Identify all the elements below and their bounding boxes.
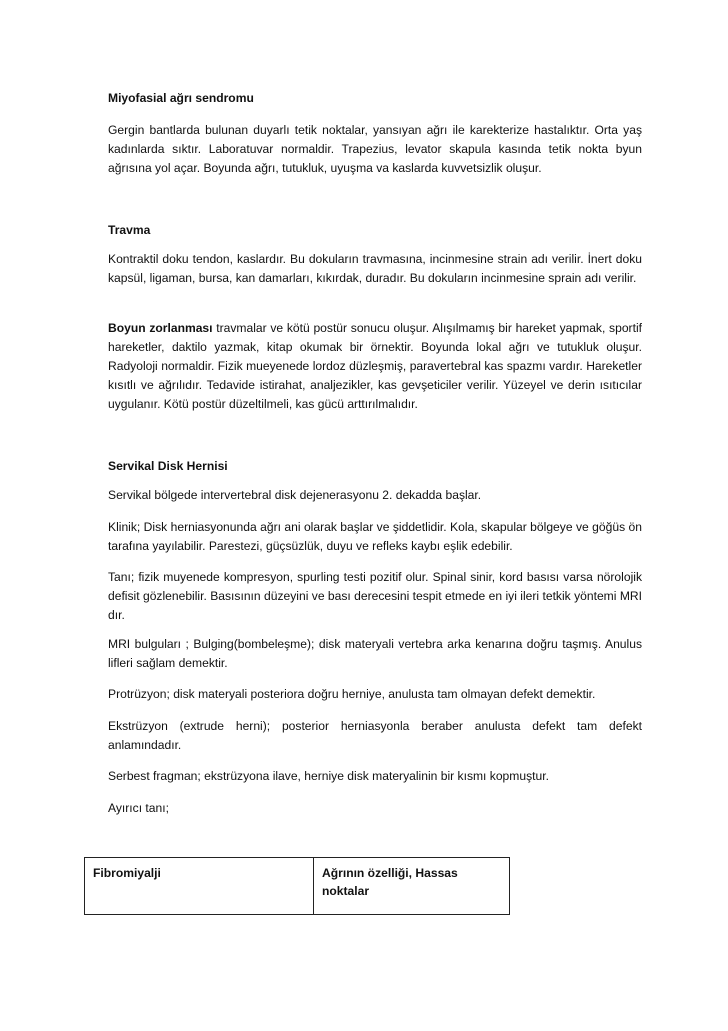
heading-servikal-disk: Servikal Disk Hernisi (108, 459, 228, 473)
table-cell: Fibromiyalji (85, 858, 314, 915)
heading-miyofasial: Miyofasial ağrı sendromu (108, 91, 254, 105)
differential-table (84, 857, 510, 915)
table-cell: Ağrının özelliği, Hassas noktalar (314, 858, 510, 915)
paragraph-disk-mri: MRI bulguları ; Bulging(bombeleşme); disk materyali vertebra arka kenarına doğru taşmış. Anulus lifleri sağlam demektir. (108, 637, 642, 670)
paragraph-travma-1: Kontraktil doku tendon, kaslardır. Bu dokuların travmasına, incinmesine strain adı verilir. İnert doku kapsül, ligaman, bursa, kan damarları, kıkırdak, duradır. Bu dokuların incinmesine sprain adı verilir. (108, 252, 642, 285)
paragraph-disk-serbest-fragman: Serbest fragman; ekstrüzyona ilave, herniye disk materyalinin bir kısmı kopmuştur. (108, 769, 549, 783)
paragraph-disk-1: Servikal bölgede intervertebral disk dejenerasyonu 2. dekadda başlar. (108, 488, 482, 502)
paragraph-boyun-zorlanmasi (108, 319, 642, 414)
term-boyun-zorlanmasi: Boyun zorlanması (108, 321, 213, 335)
paragraph-disk-ekstruzyon: Ekstrüzyon (extrude herni); posterior herniasyonla beraber anulusta defekt tam defekt anlamındadır. (108, 719, 642, 752)
paragraph-boyun-zorlanmasi-text: travmalar ve kötü postür sonucu oluşur. Alışılmamış bir hareket yapmak, sportif hareketler, daktilo yazmak, kitap okumak bir örnektir. Boyunda lokal ağrı ve tutukluk oluşur. Radyoloji normaldir. Fizik mueyenede lordoz düzleşmiş, paravertebral kas spazmı vardır. Hareketler kısıtlı ve ağrılıdır. Tedavide istirahat, analjezikler, kas gevşeticiler verilir. Yüzeyel ve derin ısıtıcılar uygulanır. Kötü postür düzeltilmeli, kas gücü arttırılmalıdır. (108, 321, 642, 411)
table-row (85, 858, 510, 915)
paragraph-ayirici-tani: Ayırıcı tanı; (108, 801, 169, 815)
paragraph-miyofasial: Gergin bantlarda bulunan duyarlı tetik noktalar, yansıyan ağrı ile karekterize hastalıktır. Orta yaş kadınlarda sıktır. Laboratuvar normaldir. Trapezius, levator skapula kasında tetik nokta byun ağrısına yol açar. Boyunda ağrı, tutukluk, uyuşma va kaslarda kuvvetsizlik oluşur. (108, 123, 642, 175)
paragraph-disk-klinik: Klinik; Disk herniasyonunda ağrı ani olarak başlar ve şiddetlidir. Kola, skapular bölgeye ve göğüs ön tarafına yayılabilir. Parestezi, güçsüzlük, duyu ve refleks kaybı eşlik edebilir. (108, 520, 642, 553)
heading-travma: Travma (108, 223, 151, 237)
paragraph-disk-tani: Tanı; fizik muyenede kompresyon, spurling testi pozitif olur. Spinal sinir, kord basısı varsa nörolojik defisit gözlenebilir. Basısının düzeyini ve bası derecesini tespit etmede en iyi ileri tetkik yöntemi MRI dır. (108, 570, 642, 622)
paragraph-disk-protruzyon: Protrüzyon; disk materyali posteriora doğru herniye, anulusta tam olmayan defekt demektir. (108, 687, 596, 701)
